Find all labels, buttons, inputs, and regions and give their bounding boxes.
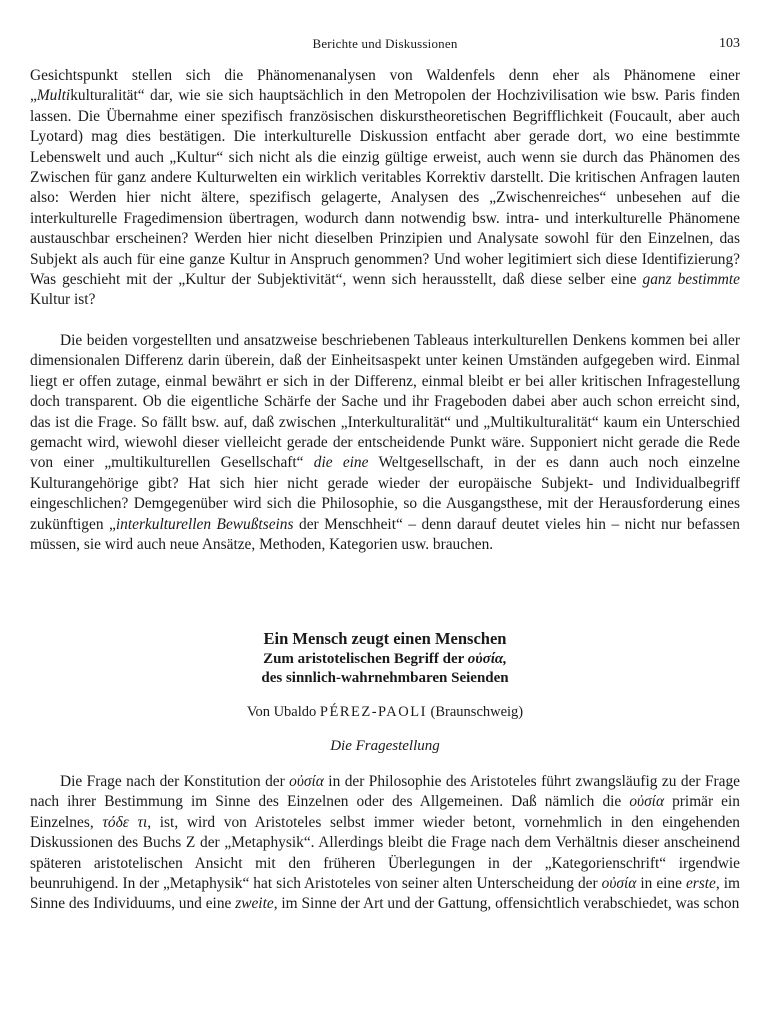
article-heading-block: [30, 628, 740, 756]
paragraph-2-text-c: der Menschheit“ – denn darauf deutet vieles hin – nicht nur befassen müssen, sie wird auch neue Ansätze, Methoden, Kategorien usw. brauchen.: [30, 515, 740, 554]
greek-term: οὐσία: [601, 875, 637, 893]
article-subtitle-line-1: [30, 650, 740, 669]
paragraph-3-text-a: Die Frage nach der Konstitution der: [60, 773, 290, 790]
paragraph-3-text-b: in der Philosophie des Aristoteles führt zwangsläufig zu der Frage nach ihrer Bestimmung im Sinne des Einzelnen oder des Allgemeinen. Daß nämlich die: [30, 773, 740, 811]
paragraph-2: [30, 331, 740, 555]
paragraph-3-text-g: , im Sinne der Art und der Gattung, offensichtlich verabschiedet, was schon: [273, 895, 740, 913]
section-heading: Die Fragestellung: [330, 738, 440, 754]
article-subtitle-text: Zum aristotelischen Begriff der: [263, 651, 468, 667]
paragraph-2-text-b: Weltgesellschaft, in der es dann auch noch einzelne Kulturangehörige gibt? Hat sich hier nicht gerade wieder der europäische Subjekt- und Individualbegriff eingeschlichen? Demgegenüber wird sich die Philosophie, so die Ausgangsthese, mit der Herausforderung eines zukünftigen „: [30, 454, 740, 533]
page-header: [30, 36, 740, 56]
author-line: [30, 702, 740, 722]
paragraph-3-text-d: , ist, wird von Aristoteles selbst immer wieder betont, vornehmlich in den eingehenden Diskussionen des Buchs Z der „Metaphysik“. Allerdings bleibt die Frage nach dem Verhältnis dieser anscheinend späteren aristotelischen Ansicht mit den früheren Überlegungen in der „Kategorienschrift“ irgendwie beunruhigend. In der „Metaphysik“ hat sich Aristoteles von seiner alten Unterscheidung der: [30, 813, 740, 893]
author-surname: PÉREZ-PAOLI: [319, 704, 427, 720]
paragraph-3-text-f: , im Sinne des Individuums, und eine: [30, 875, 740, 913]
paragraph-1-emphasis-b: ganz bestimmte: [642, 271, 740, 289]
greek-term: οὐσία: [629, 793, 665, 811]
paragraph-1-text-c: Kultur ist?: [30, 291, 96, 309]
greek-term: οὐσία: [289, 773, 324, 790]
paragraph-2-emphasis-a: die eine: [313, 454, 369, 472]
paragraph-3-text-e: in eine: [636, 875, 686, 893]
paragraph-3: [30, 772, 740, 915]
paragraph-3-emphasis-a: erste: [685, 875, 716, 893]
paragraph-1-emphasis-a: Multi: [36, 87, 71, 105]
article-subtitle-greek: οὐσία,: [467, 651, 507, 667]
paragraph-2-text-a: Die beiden vorgestellten und ansatzweise beschriebenen Tableaus interkulturellen Denkens kommen bei aller dimensionalen Differenz darin überein, daß der Einheitsaspekt unter keinen Umständen aufgegeben wird. Einmal liegt er offen zutage, einmal bewährt er sich in der Differenz, einmal bleibt er bei aller kritischen Infragestellung doch transparent. Ob die eigentliche Schärfe der Sache und ihr Frageboden dabei aber auch schon erreicht sind, das ist die Frage. So fällt bsw. auf, daß zwischen „Interkulturalität“ und „Multikulturalität“ kaum ein Unterschied gemacht wird, wiewohl dieser vielleicht gerade der entscheidende Punkt wäre. Supponiert nicht gerade die Rede von einer „multikulturellen Gesellschaft“: [30, 332, 740, 472]
paragraph-1: [30, 66, 740, 311]
greek-term: τόδε τι: [102, 813, 148, 831]
paragraph-1-text-a: Gesichtspunkt stellen sich die Phänomenanalysen von Waldenfels denn eher als Phänomene einer „: [30, 67, 740, 105]
paragraph-2-emphasis-b: interkulturellen Bewußtseins: [115, 515, 294, 533]
paragraph-3-text-c: primär ein Einzelnes,: [30, 793, 740, 831]
article-subtitle-line-2: des sinnlich-wahrnehmbaren Seienden: [261, 670, 509, 686]
paragraph-1-text-b: kulturalität“ dar, wie sie sich hauptsächlich in den Metropolen der Hochzivilisation wie bsw. Paris finden lassen. Die Übernahme einer spezifisch französischen diskurstheoretischen Begrifflichkeit (Foucault, aber auch Lyotard) mag dies bestätigen. Die interkulturelle Diskussion entfacht aber gerade dort, wo eine bestimmte Lebenswelt und auch „Kultur“ sich nicht als die einzig gültige erweist, auch wenn sie durch das Phänomen des Zwischen für ganz andere Kulturwelten ein wirklich veritables Korrektiv darstellt. Die kritischen Anfragen lauten also: Werden hier nicht ältere, spezifisch gelagerte, Analysen des „Zwischenreiches“ unbesehen auf die interkulturelle Fragedimension übertragen, wodurch dann notwendig bsw. intra- und interkulturelle Phänomene austauschbar erscheinen? Werden hier nicht dieselben Prinzipien und Analysate sowohl für den Einzelnen, das Subjekt als auch für eine ganze Kultur in Anspruch genommen? Und woher legitimiert sich diese Identifizierung? Was geschieht mit der „Kultur der Subjektivität“, wenn sich herausstellt, daß diese selber eine: [30, 87, 740, 289]
paragraph-3-emphasis-b: zweite: [235, 895, 274, 913]
author-place: (Braunschweig): [426, 704, 524, 720]
author-prefix: Von Ubaldo: [246, 704, 320, 720]
page-number: 103: [719, 36, 740, 51]
article-title: Ein Mensch zeugt einen Menschen: [263, 629, 507, 648]
running-head: Berichte und Diskussionen: [312, 36, 458, 51]
